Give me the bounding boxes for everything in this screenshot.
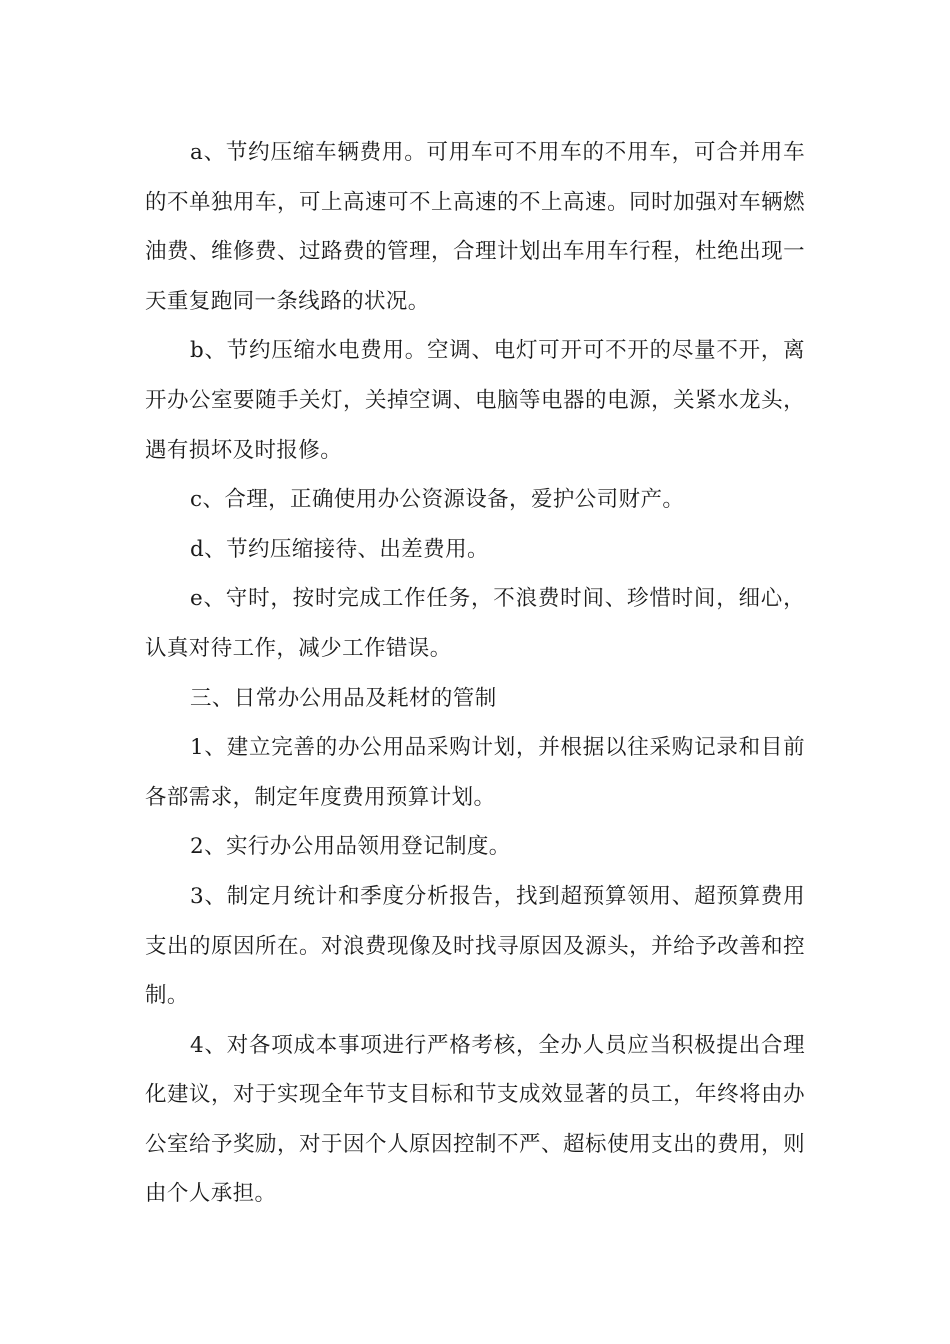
paragraph-vehicle-costs: a、节约压缩车辆费用。可用车可不用车的不用车，可合并用车的不单独用车，可上高速可不上高速的不上高速。同时加强对车辆燃油费、维修费、过路费的管理，合理计划出车用车行程，杜绝出现一天重复跑同一条线路的状况。 (145, 140, 805, 314)
paragraph-assessment: 4、对各项成本事项进行严格考核，全办人员应当积极提出合理化建议，对于实现全年节支目标和节支成效显著的员工，年终将由办公室给予奖励，对于因个人原因控制不严、超标使用支出的费用，则由个人承担。 (145, 1032, 805, 1207)
paragraph-registration-system: 2、实行办公用品领用登记制度。 (190, 834, 511, 860)
paragraph-office-equipment: c、合理，正确使用办公资源设备，爱护公司财产。 (190, 487, 685, 513)
paragraph-reception-travel: d、节约压缩接待、出差费用。 (190, 536, 489, 562)
paragraph-procurement-plan: 1、建立完善的办公用品采购计划，并根据以往采购记录和目前各部需求，制定年度费用预算计划。 (145, 735, 805, 810)
section-heading-supplies: 三、日常办公用品及耗材的管制 (190, 685, 497, 711)
paragraph-utility-costs: b、节约压缩水电费用。空调、电灯可开可不开的尽量不开，离开办公室要随手关灯，关掉空调、电脑等电器的电源，关紧水龙头，遇有损坏及时报修。 (145, 338, 805, 463)
paragraph-punctuality: e、守时，按时完成工作任务，不浪费时间、珍惜时间，细心，认真对待工作，减少工作错误。 (145, 586, 805, 661)
document-page (145, 128, 805, 1219)
paragraph-statistics-report: 3、制定月统计和季度分析报告，找到超预算领用、超预算费用支出的原因所在。对浪费现像及时找寻原因及源头，并给予改善和控制。 (145, 883, 805, 1009)
